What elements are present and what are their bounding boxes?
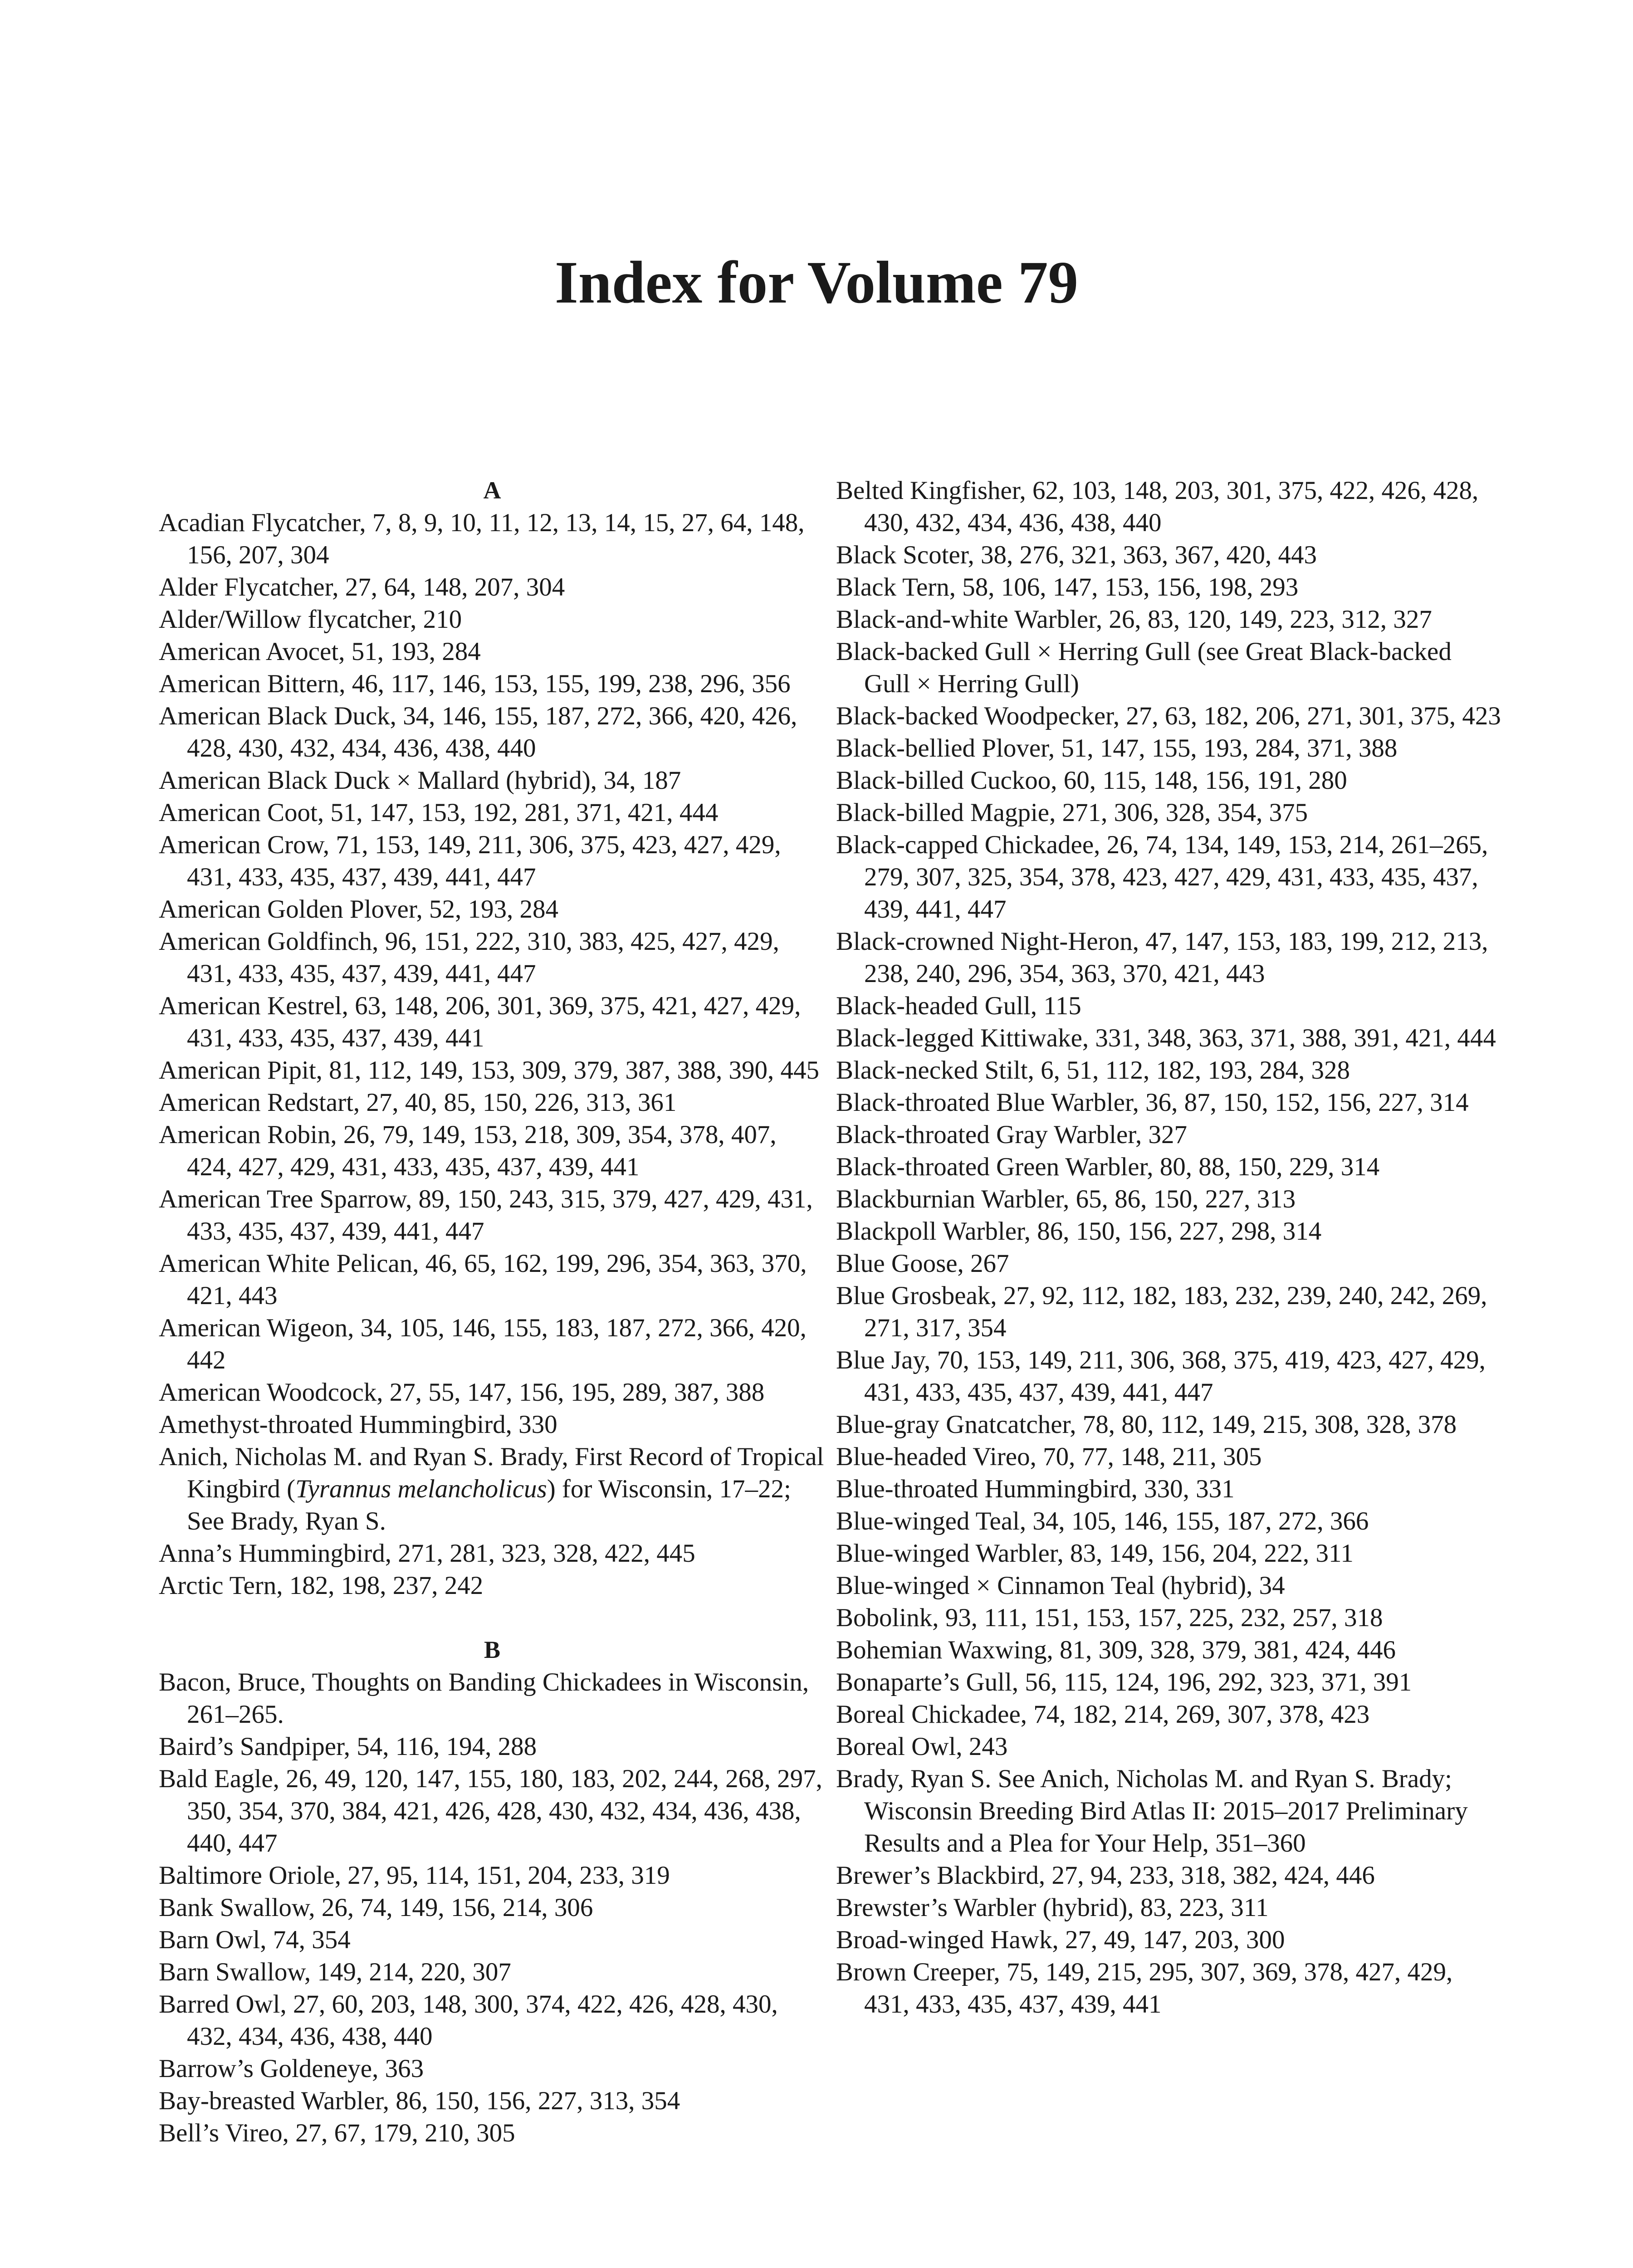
index-entry: Black-bellied Plover, 51, 147, 155, 193, 284, 371, 388 <box>836 734 1398 763</box>
index-entry: Barn Swallow, 149, 214, 220, 307 <box>159 1958 511 1986</box>
index-entry: Belted Kingfisher, 62, 103, 148, 203, 301, 375, 422, 426, 428, 430, 432, 434, 436, 438, 440 <box>836 476 1479 537</box>
index-entry: Acadian Flycatcher, 7, 8, 9, 10, 11, 12, 13, 14, 15, 27, 64, 148, 156, 207, 304 <box>159 508 805 569</box>
index-entry: Bonaparte’s Gull, 56, 115, 124, 196, 292, 323, 371, 391 <box>836 1668 1412 1696</box>
index-entry: Blue Goose, 267 <box>836 1249 1009 1278</box>
index-entry: Blue-winged × Cinnamon Teal (hybrid), 34 <box>836 1571 1285 1600</box>
index-entry: Blackpoll Warbler, 86, 150, 156, 227, 298, 314 <box>836 1217 1322 1246</box>
index-entry: Bay-breasted Warbler, 86, 150, 156, 227, 313, 354 <box>159 2087 680 2115</box>
index-entry: Alder Flycatcher, 27, 64, 148, 207, 304 <box>159 573 565 601</box>
index-entry: Bobolink, 93, 111, 151, 153, 157, 225, 232, 257, 318 <box>836 1603 1383 1632</box>
index-entry: Brown Creeper, 75, 149, 215, 295, 307, 369, 378, 427, 429, 431, 433, 435, 437, 439, 441 <box>836 1958 1453 2019</box>
index-entry: Bald Eagle, 26, 49, 120, 147, 155, 180, 183, 202, 244, 268, 297, 350, 354, 370, 384, 421, 426, 428, 430, 432, 434, 436, 438, 440, 447 <box>159 1765 822 1857</box>
index-entry: American Kestrel, 63, 148, 206, 301, 369, 375, 421, 427, 429, 431, 433, 435, 437, 439, 441 <box>159 992 801 1052</box>
index-entry: Boreal Owl, 243 <box>836 1732 1008 1761</box>
index-entry: Black Scoter, 38, 276, 321, 363, 367, 420, 443 <box>836 541 1317 569</box>
index-entry: American Woodcock, 27, 55, 147, 156, 195, 289, 387, 388 <box>159 1378 765 1407</box>
index-entry: American White Pelican, 46, 65, 162, 199, 296, 354, 363, 370, 421, 443 <box>159 1249 807 1310</box>
index-entry: Blue Jay, 70, 153, 149, 211, 306, 368, 375, 419, 423, 427, 429, 431, 433, 435, 437, 439, 441, 447 <box>836 1346 1486 1407</box>
index-entry: Black-backed Woodpecker, 27, 63, 182, 206, 271, 301, 375, 423 <box>836 702 1501 730</box>
index-entry: Bell’s Vireo, 27, 67, 179, 210, 305 <box>159 2119 515 2147</box>
index-entry: Bank Swallow, 26, 74, 149, 156, 214, 306 <box>159 1893 593 1922</box>
index-entry: American Avocet, 51, 193, 284 <box>159 637 481 666</box>
index-entry: Broad-winged Hawk, 27, 49, 147, 203, 300 <box>836 1926 1285 1954</box>
index-entry: Baird’s Sandpiper, 54, 116, 194, 288 <box>159 1732 537 1761</box>
index-entry: American Bittern, 46, 117, 146, 153, 155, 199, 238, 296, 356 <box>159 670 791 698</box>
index-entry: American Redstart, 27, 40, 85, 150, 226, 313, 361 <box>159 1088 677 1117</box>
index-entry: American Black Duck × Mallard (hybrid), 34, 187 <box>159 766 681 795</box>
index-entry: Blue-gray Gnatcatcher, 78, 80, 112, 149, 215, 308, 328, 378 <box>836 1410 1457 1439</box>
index-entry: American Golden Plover, 52, 193, 284 <box>159 895 559 924</box>
index-entry: American Wigeon, 34, 105, 146, 155, 183, 187, 272, 366, 420, 442 <box>159 1314 807 1374</box>
index-entry: Alder/Willow flycatcher, 210 <box>159 605 462 634</box>
index-entry: Brewer’s Blackbird, 27, 94, 233, 318, 382, 424, 446 <box>836 1861 1375 1890</box>
index-entry: Black-crowned Night-Heron, 47, 147, 153, 183, 199, 212, 213, 238, 240, 296, 354, 363, 370, 421, 443 <box>836 927 1488 988</box>
index-entry: American Goldfinch, 96, 151, 222, 310, 383, 425, 427, 429, 431, 433, 435, 437, 439, 441, 447 <box>159 927 779 988</box>
index-entry: Anich, Nicholas M. and Ryan S. Brady, First Record of Tropical Kingbird (Tyrannus melancholicus) for Wisconsin, 17–22; See Brady, Ryan S. <box>159 1442 824 1535</box>
index-entry: Blue-winged Warbler, 83, 149, 156, 204, 222, 311 <box>836 1539 1354 1568</box>
index-entry: Black-and-white Warbler, 26, 83, 120, 149, 223, 312, 327 <box>836 605 1432 634</box>
index-entry: Black-headed Gull, 115 <box>836 992 1081 1020</box>
index-entry: Brewster’s Warbler (hybrid), 83, 223, 311 <box>836 1893 1269 1922</box>
index-entry: Brady, Ryan S. See Anich, Nicholas M. and Ryan S. Brady; Wisconsin Breeding Bird Atlas II: 2015–2017 Preliminary Results and a Plea for Your Help, 351–360 <box>836 1765 1468 1857</box>
index-column-right <box>836 474 1503 2020</box>
index-column-left <box>159 474 826 2149</box>
index-entry: Black-legged Kittiwake, 331, 348, 363, 371, 388, 391, 421, 444 <box>836 1024 1496 1052</box>
index-entry: Boreal Chickadee, 74, 182, 214, 269, 307, 378, 423 <box>836 1700 1370 1729</box>
index-entry: Barn Owl, 74, 354 <box>159 1926 351 1954</box>
index-entry: Black-billed Magpie, 271, 306, 328, 354, 375 <box>836 798 1308 827</box>
index-entry: Bacon, Bruce, Thoughts on Banding Chickadees in Wisconsin, 261–265. <box>159 1668 809 1729</box>
index-entry: Black-capped Chickadee, 26, 74, 134, 149, 153, 214, 261–265, 279, 307, 325, 354, 378, 423, 427, 429, 431, 433, 435, 437, 439, 441, 447 <box>836 831 1488 924</box>
section-letter: A <box>483 477 501 504</box>
index-entry: Amethyst-throated Hummingbird, 330 <box>159 1410 557 1439</box>
index-entry: Black-throated Blue Warbler, 36, 87, 150, 152, 156, 227, 314 <box>836 1088 1469 1117</box>
section-letter: B <box>484 1636 501 1663</box>
index-entry: Black-necked Stilt, 6, 51, 112, 182, 193, 284, 328 <box>836 1056 1350 1085</box>
index-entry: Blackburnian Warbler, 65, 86, 150, 227, 313 <box>836 1185 1296 1213</box>
index-entry: American Black Duck, 34, 146, 155, 187, 272, 366, 420, 426, 428, 430, 432, 434, 436, 438, 440 <box>159 702 797 763</box>
index-entry: American Tree Sparrow, 89, 150, 243, 315, 379, 427, 429, 431, 433, 435, 437, 439, 441, 447 <box>159 1185 813 1246</box>
index-entry: Blue Grosbeak, 27, 92, 112, 182, 183, 232, 239, 240, 242, 269, 271, 317, 354 <box>836 1281 1487 1342</box>
page-title: Index for Volume 79 <box>554 249 1079 316</box>
index-entry: Black-billed Cuckoo, 60, 115, 148, 156, 191, 280 <box>836 766 1347 795</box>
index-entry: Bohemian Waxwing, 81, 309, 328, 379, 381, 424, 446 <box>836 1636 1396 1664</box>
index-entry: Black-throated Gray Warbler, 327 <box>836 1120 1187 1149</box>
index-entry: Black-backed Gull × Herring Gull (see Great Black-backed Gull × Herring Gull) <box>836 637 1452 698</box>
index-entry: Barred Owl, 27, 60, 203, 148, 300, 374, 422, 426, 428, 430, 432, 434, 436, 438, 440 <box>159 1990 778 2051</box>
index-entry: Barrow’s Goldeneye, 363 <box>159 2054 424 2083</box>
index-entry: Blue-headed Vireo, 70, 77, 148, 211, 305 <box>836 1442 1262 1471</box>
index-entry: Arctic Tern, 182, 198, 237, 242 <box>159 1571 484 1600</box>
index-entry: Blue-winged Teal, 34, 105, 146, 155, 187, 272, 366 <box>836 1507 1369 1535</box>
index-entry: Black-throated Green Warbler, 80, 88, 150, 229, 314 <box>836 1153 1380 1181</box>
index-entry: Baltimore Oriole, 27, 95, 114, 151, 204, 233, 319 <box>159 1861 670 1890</box>
index-entry: American Coot, 51, 147, 153, 192, 281, 371, 421, 444 <box>159 798 719 827</box>
index-entry: American Pipit, 81, 112, 149, 153, 309, 379, 387, 388, 390, 445 <box>159 1056 820 1085</box>
index-entry: American Crow, 71, 153, 149, 211, 306, 375, 423, 427, 429, 431, 433, 435, 437, 439, 441, 447 <box>159 831 781 891</box>
index-entry: Anna’s Hummingbird, 271, 281, 323, 328, 422, 445 <box>159 1539 695 1568</box>
index-entry: American Robin, 26, 79, 149, 153, 218, 309, 354, 378, 407, 424, 427, 429, 431, 433, 435, 437, 439, 441 <box>159 1120 777 1181</box>
index-entry: Black Tern, 58, 106, 147, 153, 156, 198, 293 <box>836 573 1299 601</box>
index-entry: Blue-throated Hummingbird, 330, 331 <box>836 1475 1235 1503</box>
